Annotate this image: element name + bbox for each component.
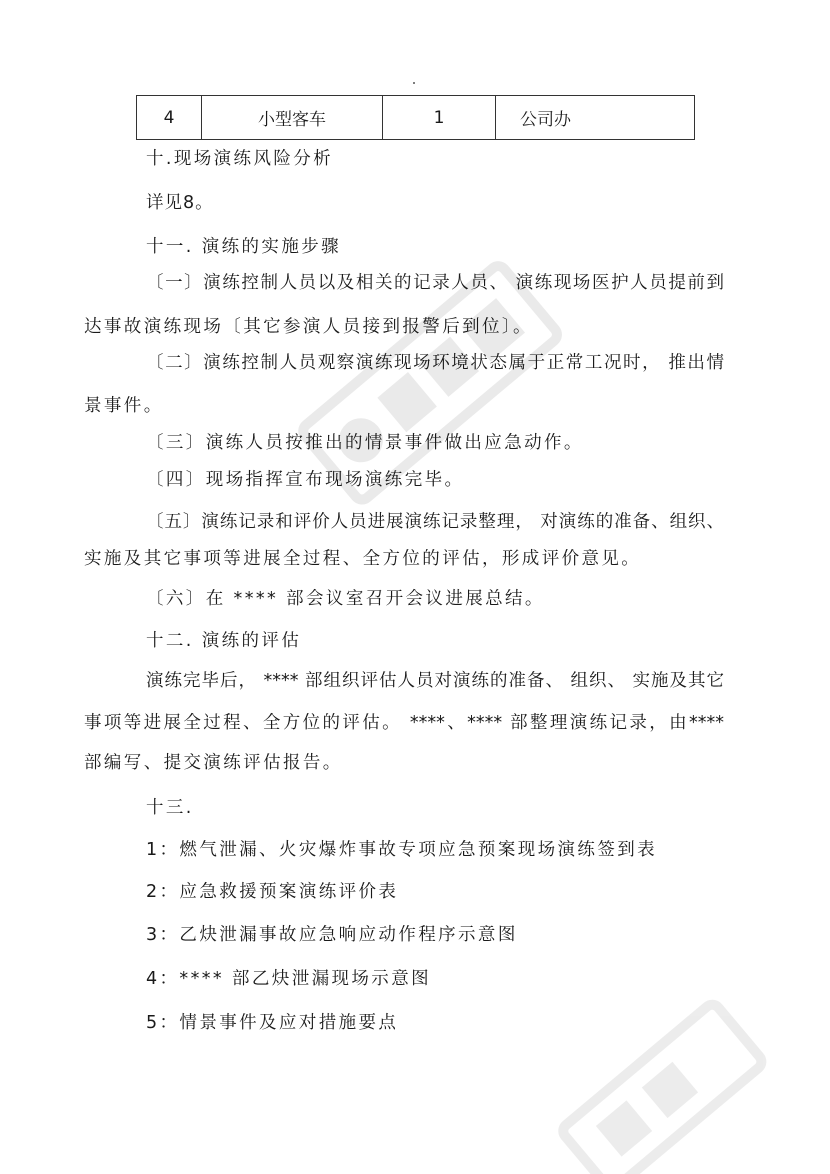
section-12-title: 十二. 演练的评估 (146, 631, 302, 651)
table-cell-qty: 1 (383, 96, 496, 140)
appendix-item-1: 1：燃气泄漏、火灾爆炸事故专项应急预案现场演练签到表 (146, 840, 658, 860)
section-10-title: 十.现场演练风险分析 (146, 149, 334, 169)
table-cell-dept: 公司办 (496, 96, 695, 140)
section-11-p1-line2: 达事故演练现场〔其它参演人员接到报警后到位〕。 (84, 317, 533, 337)
section-11-p5-line2: 实施及其它事项等进展全过程、全方位的评估，形成评价意见。 (84, 549, 642, 569)
section-11-p2-line1: 〔二〕演练控制人员观察演练现场环境状态属于正常工况时， 推出情 (146, 353, 724, 373)
section-11-title: 十一. 演练的实施步骤 (146, 237, 342, 257)
appendix-item-5: 5：情景事件及应对措施要点 (146, 1013, 399, 1033)
section-11-p3: 〔三〕演练人员按推出的情景事件做出应急动作。 (146, 433, 584, 453)
page-dot (413, 82, 415, 84)
appendix-item-2: 2：应急救援预案演练评价表 (146, 882, 399, 902)
section-11-p6: 〔六〕在 **** 部会议室召开会议进展总结。 (146, 589, 545, 609)
appendix-item-3: 3：乙炔泄漏事故应急响应动作程序示意图 (146, 925, 518, 945)
section-13-title: 十三. (146, 798, 194, 818)
section-12-line1: 演练完毕后， **** 部组织评估人员对演练的准备、 组织、 实施及其它 (146, 671, 724, 691)
table-cell-no: 4 (137, 96, 202, 140)
vehicle-table (136, 95, 695, 140)
section-11-p1-line1: 〔一〕演练控制人员以及相关的记录人员、 演练现场医护人员提前到 (146, 273, 724, 293)
section-10-body: 详见8。 (146, 193, 214, 213)
section-11-p2-line2: 景事件。 (84, 396, 164, 416)
table-cell-name: 小型客车 (202, 96, 383, 140)
appendix-item-4: 4：**** 部乙炔泄漏现场示意图 (146, 969, 431, 989)
section-12-line2: 事项等进展全过程、全方位的评估。 ****、**** 部整理演练记录，由**** (84, 713, 724, 733)
section-11-p5-line1: 〔五〕演练记录和评价人员进展演练记录整理， 对演练的准备、组织、 (146, 512, 724, 532)
section-12-line3: 部编写、提交演练评估报告。 (84, 753, 343, 773)
section-11-p4: 〔四〕现场指挥宣布现场演练完毕。 (146, 470, 465, 490)
table-row (137, 96, 695, 140)
